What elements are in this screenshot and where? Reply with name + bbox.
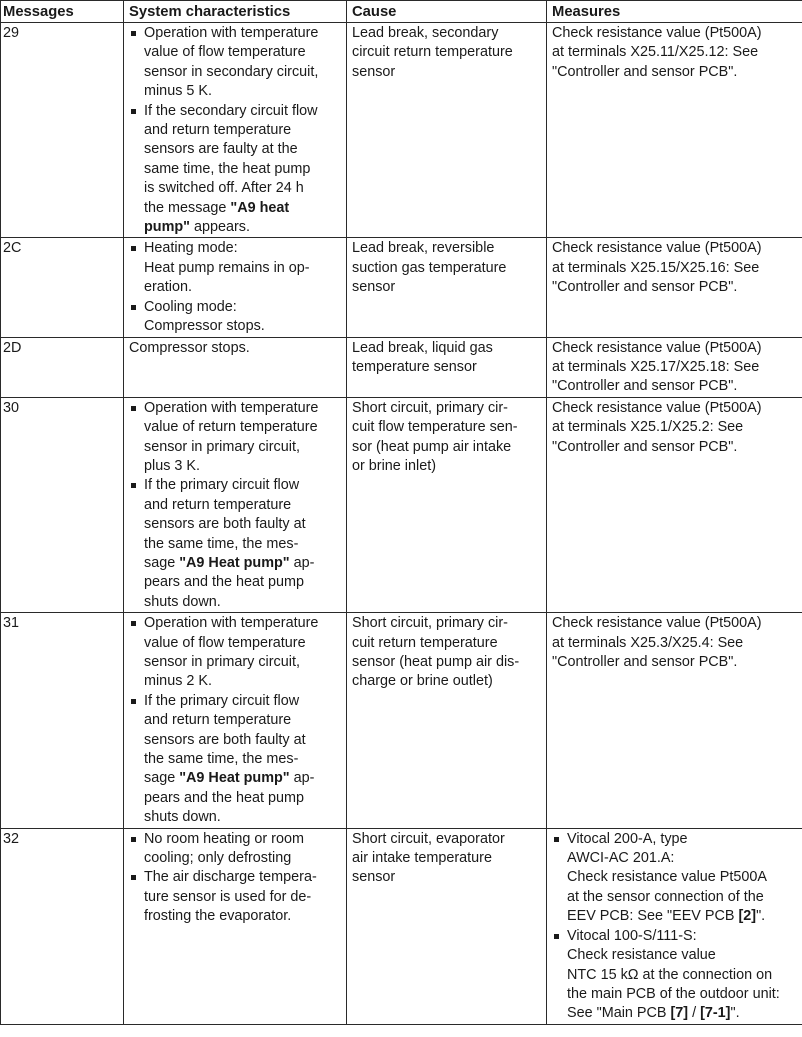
cause-cell: Short circuit, primary cir- cuit return temperature sensor (heat pump air dis- charge or brine outlet) — [347, 613, 547, 828]
list-item: If the primary circuit flow and return temperature sensors are both faulty at the same time, the mes- sage "A9 Heat pump" ap- pears and the heat pump shuts down. — [129, 692, 346, 828]
system-characteristics-cell: Compressor stops. — [124, 337, 347, 397]
list-item: Cooling mode: Compressor stops. — [129, 298, 346, 337]
list-item: Operation with temperature value of return temperature sensor in primary circuit, plus 3 K. — [129, 399, 346, 477]
measures-cell: Check resistance value (Pt500A) at terminals X25.1/X25.2: See "Controller and sensor PCB". — [547, 397, 802, 612]
list-item: Heating mode: Heat pump remains in op- eration. — [129, 239, 346, 297]
cause-cell: Lead break, reversible suction gas temperature sensor — [347, 238, 547, 337]
cause-cell: Short circuit, evaporator air intake temperature sensor — [347, 828, 547, 1024]
header-messages: Messages — [1, 1, 124, 23]
header-measures: Measures — [547, 1, 802, 23]
cause-cell: Lead break, secondary circuit return temperature sensor — [347, 23, 547, 238]
list-item: If the secondary circuit flow and return temperature sensors are faulty at the same time, the heat pump is switched off. After 24 h the message "A9 heat pump" appears. — [129, 102, 346, 238]
figure-reference: [7-1] — [700, 1005, 731, 1022]
table-row — [1, 23, 802, 238]
table-row — [1, 238, 802, 337]
system-characteristics-cell — [124, 397, 347, 612]
message-code: 29 — [1, 23, 124, 238]
header-system-characteristics: System characteristics — [124, 1, 347, 23]
list-item: No room heating or room cooling; only defrosting — [129, 830, 346, 869]
message-code: 32 — [1, 828, 124, 1024]
characteristics-list — [129, 24, 346, 237]
measures-cell: Check resistance value (Pt500A) at terminals X25.15/X25.16: See "Controller and sensor PCB". — [547, 238, 802, 337]
message-code: 2C — [1, 238, 124, 337]
measures-list — [552, 830, 802, 1024]
table-row — [1, 828, 802, 1024]
characteristics-list — [129, 239, 346, 336]
measures-cell — [547, 828, 802, 1024]
message-reference: "A9 Heat pump" — [179, 770, 290, 787]
figure-reference: [7] — [670, 1005, 689, 1022]
message-reference: "A9 heat pump" — [144, 199, 290, 236]
system-characteristics-cell — [124, 23, 347, 238]
table-header-row — [1, 1, 802, 23]
list-item: If the primary circuit flow and return temperature sensors are both faulty at the same time, the mes- sage "A9 Heat pump" ap- pears and the heat pump shuts down. — [129, 476, 346, 612]
list-item: Vitocal 200-A, type AWCI-AC 201.A: Check resistance value Pt500A at the sensor connection of the EEV PCB: See "EEV PCB [2]". — [552, 830, 802, 927]
characteristics-list — [129, 399, 346, 612]
list-item: Operation with temperature value of flow temperature sensor in secondary circuit, minus 5 K. — [129, 24, 346, 102]
message-code: 30 — [1, 397, 124, 612]
system-characteristics-cell — [124, 613, 347, 828]
table-row — [1, 613, 802, 828]
list-item: Operation with temperature value of flow temperature sensor in primary circuit, minus 2 K. — [129, 614, 346, 692]
table-row — [1, 397, 802, 612]
list-item: The air discharge tempera- ture sensor is used for de- frosting the evaporator. — [129, 868, 346, 926]
characteristics-list — [129, 830, 346, 927]
cause-cell: Lead break, liquid gas temperature sensor — [347, 337, 547, 397]
header-cause: Cause — [347, 1, 547, 23]
system-characteristics-cell — [124, 238, 347, 337]
measures-cell: Check resistance value (Pt500A) at terminals X25.3/X25.4: See "Controller and sensor PCB". — [547, 613, 802, 828]
measures-cell: Check resistance value (Pt500A) at terminals X25.11/X25.12: See "Controller and sensor PCB". — [547, 23, 802, 238]
measures-cell: Check resistance value (Pt500A) at terminals X25.17/X25.18: See "Controller and sensor PCB". — [547, 337, 802, 397]
characteristics-list — [129, 614, 346, 827]
cause-cell: Short circuit, primary cir- cuit flow temperature sen- sor (heat pump air intake or brine inlet) — [347, 397, 547, 612]
message-reference: "A9 Heat pump" — [179, 554, 290, 571]
message-code: 31 — [1, 613, 124, 828]
table-row — [1, 337, 802, 397]
list-item: Vitocal 100-S/111-S: Check resistance value NTC 15 kΩ at the connection on the main PCB of the outdoor unit: See "Main PCB [7] / [7-1]". — [552, 927, 802, 1024]
figure-reference: [2] — [738, 908, 757, 925]
message-code: 2D — [1, 337, 124, 397]
system-characteristics-cell — [124, 828, 347, 1024]
